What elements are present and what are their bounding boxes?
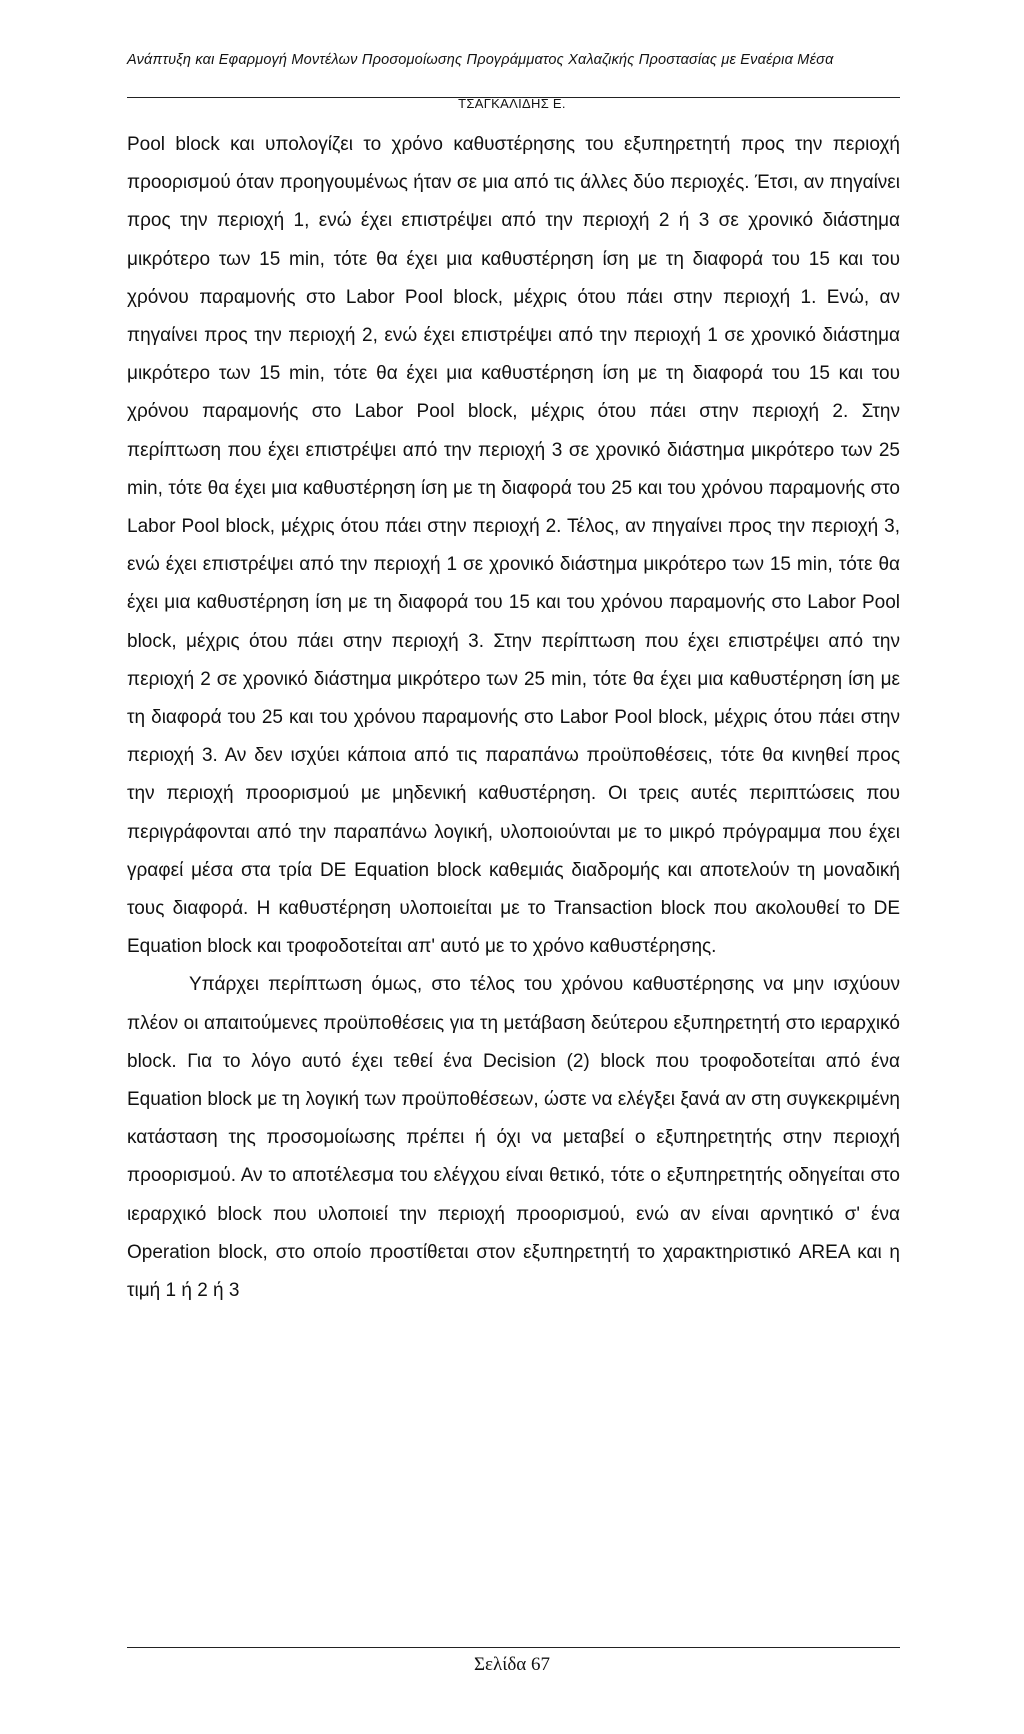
body-text bbox=[127, 126, 900, 1310]
page-number: Σελίδα 67 bbox=[473, 1654, 551, 1675]
running-header-author: ΤΣΑΓΚΑΛΙΔΗΣ Ε. bbox=[458, 96, 566, 111]
footer-rule bbox=[127, 1647, 900, 1648]
paragraph-2: Υπάρχει περίπτωση όμως, στο τέλος του χρόνου καθυστέρησης να μην ισχύουν πλέον οι απαιτούμενες προϋποθέσεις για τη μετάβαση δεύτερου εξυπηρετητή στο ιεραρχικό block. Για το λόγο αυτό έχει τεθεί ένα Decision (2) block που τροφοδοτείται από ένα Equation block με τη λογική των προϋποθέσεων, ώστε να ελέγξει ξανά αν στη συγκεκριμένη κατάσταση της προσομοίωσης πρέπει ή όχι να μεταβεί ο εξυπηρετητής στην περιοχή προορισμού. Αν το αποτέλεσμα του ελέγχου είναι θετικό, τότε ο εξυπηρετητής οδηγείται στο ιεραρχικό block που υλοποιεί την περιοχή προορισμού, ενώ αν είναι αρνητικό σ' ένα Operation block, στο οποίο προστίθεται στον εξυπηρετητή το χαρακτηριστικό AREA και η τιμή 1 ή 2 ή 3 bbox=[127, 974, 900, 1302]
running-header-title: Ανάπτυξη και Εφαρμογή Μοντέλων Προσομοίωσης Προγράμματος Χαλαζικής Προστασίας με Εναέρια Μέσα bbox=[127, 52, 834, 68]
paragraph-1: Pool block και υπολογίζει το χρόνο καθυστέρησης του εξυπηρετητή προς την περιοχή προορισμού όταν προηγουμένως ήταν σε μια από τις άλλες δύο περιοχές. Έτσι, αν πηγαίνει προς την περιοχή 1, ενώ έχει επιστρέψει από την περιοχή 2 ή 3 σε χρονικό διάστημα μικρότερο των 15 min, τότε θα έχει μια καθυστέρηση ίση με τη διαφορά του 15 και του χρόνου παραμονής στο Labor Pool block, μέχρις ότου πάει στην περιοχή 1. Ενώ, αν πηγαίνει προς την περιοχή 2, ενώ έχει επιστρέψει από την περιοχή 1 σε χρονικό διάστημα μικρότερο των 15 min, τότε θα έχει μια καθυστέρηση ίση με τη διαφορά του 15 και του χρόνου παραμονής στο Labor Pool block, μέχρις ότου πάει στην περιοχή 2. Στην περίπτωση που έχει επιστρέψει από την περιοχή 3 σε χρονικό διάστημα μικρότερο των 25 min, τότε θα έχει μια καθυστέρηση ίση με τη διαφορά του 25 και του χρόνου παραμονής στο Labor Pool block, μέχρις ότου πάει στην περιοχή 2. Τέλος, αν πηγαίνει προς την περιοχή 3, ενώ έχει επιστρέψει από την περιοχή 1 σε χρονικό διάστημα μικρότερο των 15 min, τότε θα έχει μια καθυστέρηση ίση με τη διαφορά του 15 και του χρόνου παραμονής στο Labor Pool block, μέχρις ότου πάει στην περιοχή 3. Στην περίπτωση που έχει επιστρέψει από την περιοχή 2 σε χρονικό διάστημα μικρότερο των 25 min, τότε θα έχει μια καθυστέρηση ίση με τη διαφορά του 25 και του χρόνου παραμονής στο Labor Pool block, μέχρις ότου πάει στην περιοχή 3. Αν δεν ισχύει κάποια από τις παραπάνω προϋποθέσεις, τότε θα κινηθεί προς την περιοχή προορισμού με μηδενική καθυστέρηση. Οι τρεις αυτές περιπτώσεις που περιγράφονται από την παραπάνω λογική, υλοποιούνται με το μικρό πρόγραμμα που έχει γραφεί μέσα στα τρία DE Equation block καθεμιάς διαδρομής και αποτελούν τη μοναδική τους διαφορά. Η καθυστέρηση υλοποιείται με το Transaction block που ακολουθεί το DE Equation block και τροφοδοτείται απ' αυτό με το χρόνο καθυστέρησης. bbox=[127, 134, 900, 958]
